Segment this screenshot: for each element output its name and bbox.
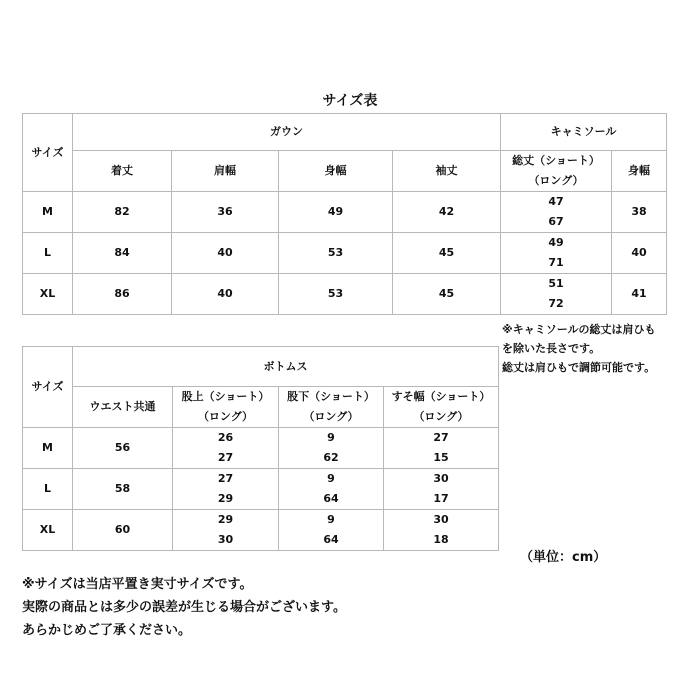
note-line: ※キャミソールの総丈は肩ひも xyxy=(502,323,656,336)
size-cell: XL xyxy=(23,510,73,551)
size-cell: M xyxy=(23,192,73,233)
value-cell xyxy=(173,428,279,469)
value-cell: 56 xyxy=(73,428,173,469)
short-value: 29 xyxy=(217,513,234,526)
value-cell: 38 xyxy=(612,192,667,233)
note-line: 総丈は肩ひもで調節可能です。 xyxy=(502,361,656,374)
cami-total-length-header xyxy=(501,151,612,192)
value-cell xyxy=(173,469,279,510)
value-cell xyxy=(501,233,612,274)
size-cell: XL xyxy=(23,274,73,315)
camisole-header: キャミソール xyxy=(501,114,667,151)
value-cell xyxy=(384,510,499,551)
cami-total-long-label: （ロング） xyxy=(528,174,584,187)
rise-header xyxy=(173,387,279,428)
table-row xyxy=(23,274,667,315)
value-cell xyxy=(384,428,499,469)
size-chart-title: サイズ表 xyxy=(322,93,378,109)
long-value: 18 xyxy=(433,533,449,546)
size-cell: L xyxy=(23,233,73,274)
short-label: すそ幅（ショート） xyxy=(391,390,491,403)
long-label: （ロング） xyxy=(303,410,359,423)
value-cell: 40 xyxy=(612,233,667,274)
value-cell: 49 xyxy=(279,192,393,233)
hem-width-header xyxy=(384,387,499,428)
value-cell xyxy=(279,428,384,469)
gown-col-header: 着丈 xyxy=(73,151,172,192)
short-value: 9 xyxy=(327,431,335,444)
value-cell: 82 xyxy=(73,192,172,233)
table-row xyxy=(23,510,499,551)
value-cell xyxy=(501,192,612,233)
size-header: サイズ xyxy=(23,347,73,428)
waist-header: ウエスト共通 xyxy=(73,387,173,428)
value-cell xyxy=(279,469,384,510)
bottoms-table xyxy=(22,346,499,551)
value-cell: 84 xyxy=(73,233,172,274)
short-value: 27 xyxy=(433,431,449,444)
long-label: （ロング） xyxy=(413,410,469,423)
value-cell: 53 xyxy=(279,233,393,274)
short-value: 27 xyxy=(217,472,234,485)
footer-line: あらかじめご了承ください。 xyxy=(22,623,192,638)
long-value: 62 xyxy=(323,451,339,464)
long-value: 29 xyxy=(217,492,234,505)
value-cell: 58 xyxy=(73,469,173,510)
value-cell xyxy=(384,469,499,510)
short-value: 49 xyxy=(548,236,564,249)
value-cell: 45 xyxy=(393,274,501,315)
short-value: 47 xyxy=(548,195,564,208)
footer-line: 実際の商品とは多少の誤差が生じる場合がございます。 xyxy=(22,600,346,615)
value-cell: 40 xyxy=(172,274,279,315)
short-value: 9 xyxy=(327,472,335,485)
long-label: （ロング） xyxy=(197,410,254,423)
long-value: 64 xyxy=(323,492,339,505)
short-value: 30 xyxy=(433,513,449,526)
long-value: 27 xyxy=(217,451,234,464)
value-cell xyxy=(501,274,612,315)
table-row xyxy=(23,428,499,469)
unit-label: （単位：cm） xyxy=(520,550,607,565)
short-label: 股上（ショート） xyxy=(181,390,270,403)
long-value: 72 xyxy=(548,297,564,310)
size-header: サイズ xyxy=(23,114,73,192)
bottoms-header: ボトムス xyxy=(73,347,499,387)
long-value: 17 xyxy=(433,492,449,505)
long-value: 30 xyxy=(217,533,234,546)
value-cell: 86 xyxy=(73,274,172,315)
gown-header: ガウン xyxy=(73,114,501,151)
footer-notes xyxy=(22,573,346,642)
gown-camisole-table xyxy=(22,113,667,315)
long-value: 15 xyxy=(433,451,449,464)
size-cell: M xyxy=(23,428,73,469)
gown-col-header: 肩幅 xyxy=(172,151,279,192)
value-cell: 53 xyxy=(279,274,393,315)
value-cell: 45 xyxy=(393,233,501,274)
footer-line: ※サイズは当店平置き実寸サイズです。 xyxy=(22,577,253,592)
value-cell: 40 xyxy=(172,233,279,274)
long-value: 71 xyxy=(548,256,564,269)
value-cell: 60 xyxy=(73,510,173,551)
camisole-note xyxy=(502,320,655,377)
value-cell: 36 xyxy=(172,192,279,233)
gown-col-header: 身幅 xyxy=(279,151,393,192)
table-row xyxy=(23,469,499,510)
table-row xyxy=(23,233,667,274)
short-value: 9 xyxy=(327,513,335,526)
short-value: 26 xyxy=(217,431,234,444)
long-value: 67 xyxy=(548,215,564,228)
short-value: 30 xyxy=(433,472,449,485)
note-line: を除いた長さです。 xyxy=(502,342,601,355)
gown-col-header: 袖丈 xyxy=(393,151,501,192)
cami-total-short-label: 総丈（ショート） xyxy=(512,154,600,167)
value-cell: 42 xyxy=(393,192,501,233)
short-label: 股下（ショート） xyxy=(287,390,375,403)
inseam-header xyxy=(279,387,384,428)
table-row xyxy=(23,192,667,233)
cami-width-header: 身幅 xyxy=(612,151,667,192)
short-value: 51 xyxy=(548,277,564,290)
size-cell: L xyxy=(23,469,73,510)
value-cell xyxy=(279,510,384,551)
long-value: 64 xyxy=(323,533,339,546)
value-cell xyxy=(173,510,279,551)
value-cell: 41 xyxy=(612,274,667,315)
